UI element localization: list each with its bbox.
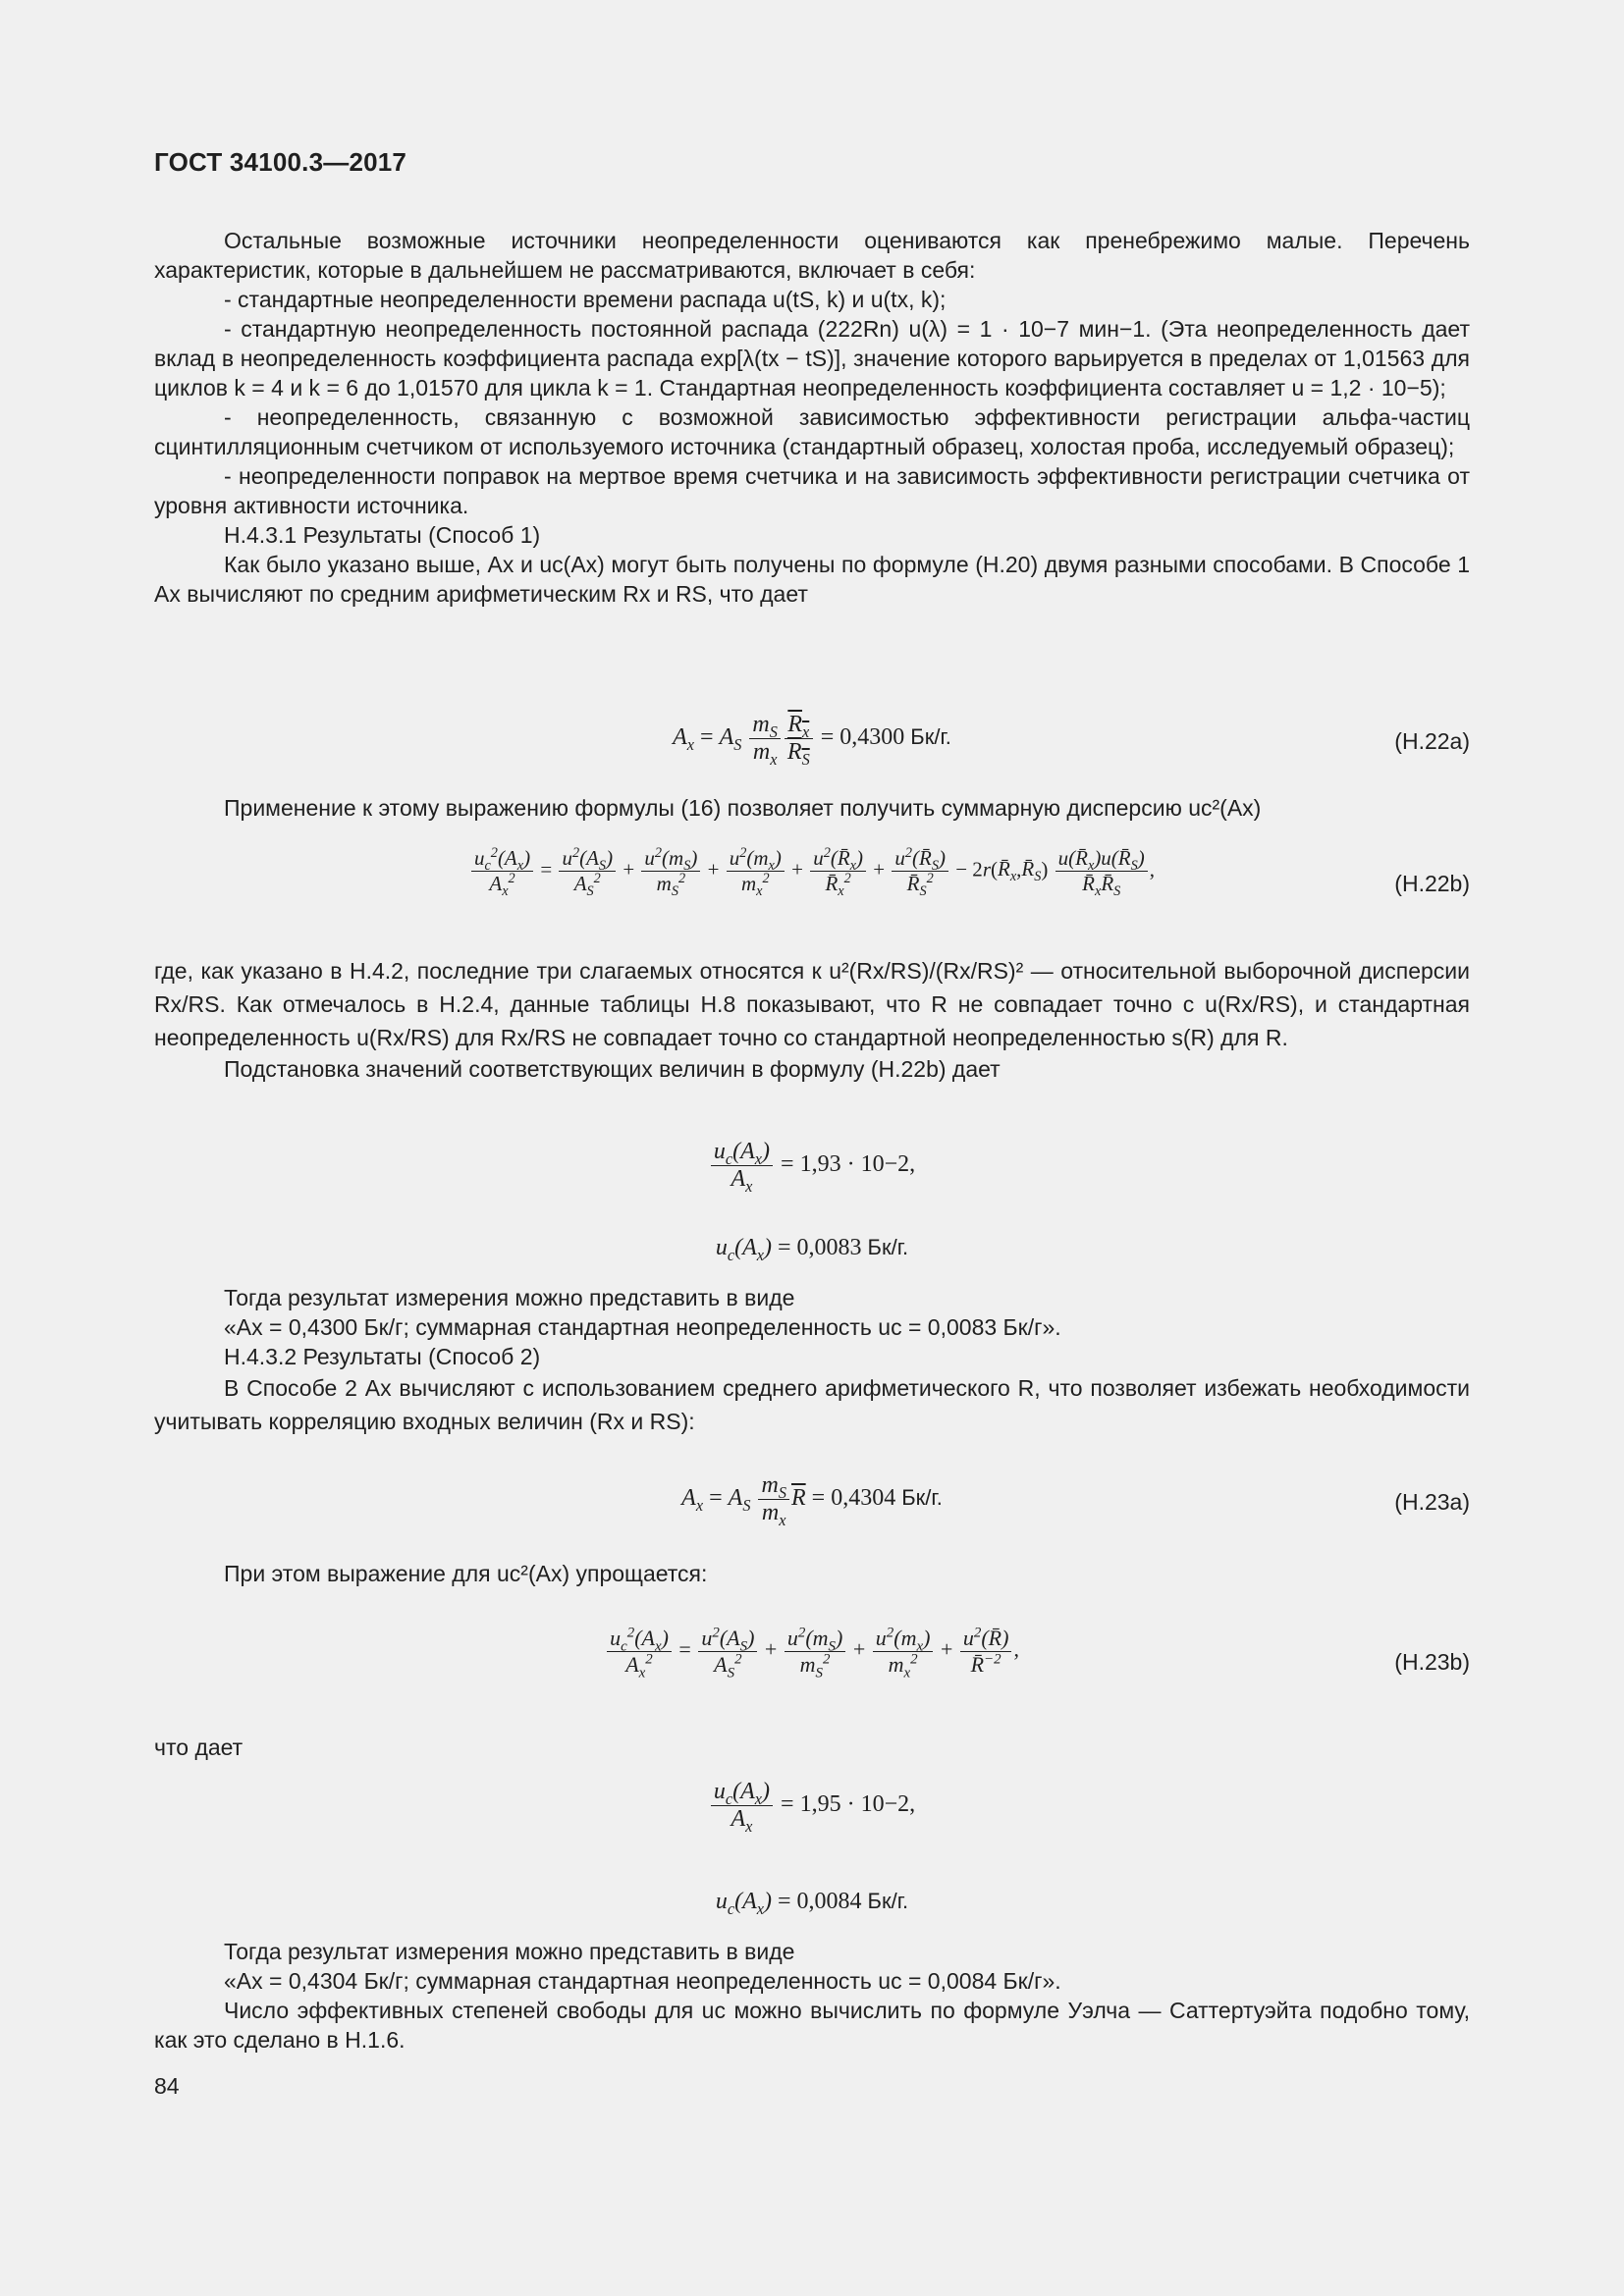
text-block-5 — [154, 1559, 1470, 1588]
equation-value: 0,4300 — [839, 724, 905, 751]
text-block-7 — [154, 1937, 1470, 2055]
equation-value: 0,4304 — [831, 1485, 896, 1512]
text-block-3 — [154, 954, 1470, 1084]
equation-number: (Н.22b) — [1394, 871, 1470, 896]
equation-value: 0,0084 — [796, 1889, 862, 1914]
paragraph: что дает — [154, 1735, 244, 1760]
equation-value: 0,0083 — [796, 1235, 862, 1260]
paragraph: При этом выражение для uc²(Ax) упрощается: — [224, 1561, 708, 1586]
equation-result-ratio-2: $\frac{u_c(A_x)}{A_x}$ = 1,95 · 10−2, — [154, 1779, 1470, 1847]
paragraph: «Ax = 0,4304 Бк/г; суммарная стандартная неопределенность uc = 0,0084 Бк/г». — [224, 1968, 1061, 1994]
paragraph: В Способе 2 Ax вычисляют с использованием среднего арифметического R, что позволяет избежать необходимости учитывать корреляцию входных величин (Rx и RS): — [154, 1375, 1470, 1434]
paragraph: Применение к этому выражению формулы (16) позволяет получить суммарную дисперсию uc²(Ax) — [224, 795, 1262, 821]
equation-h23a: $A_x = A_S$ $\frac{m_S}{m_x}$ $\overline{R} = 0,4304$ Бк/г. (Н.23а) — [681, 1472, 1470, 1529]
paragraph: - неопределенности поправок на мертвое время счетчика и на зависимость эффективности регистрации счетчика от уровня активности источника. — [154, 463, 1470, 518]
equation-result-uc-1: $u_c(A_x) = 0,0083$ Бк/г. — [715, 1235, 909, 1264]
page-number: 84 — [154, 2073, 180, 2099]
paragraph: «Ax = 0,4300 Бк/г; суммарная стандартная неопределенность uc = 0,0083 Бк/г». — [224, 1314, 1061, 1340]
equation-unit: Бк/г. — [901, 1485, 943, 1511]
equation-h23b: $\frac{u_c^2(A_x)}{A_x^2}$ = $\frac{u^2(A_S)}{A_S^2}$ + $\frac{u^2(m_S)}{m_S^2}$ + $\frac{u^2(m_x)}{m_x^2}$ + $\frac{u^2(R̄)}{R̄^{-2}}$ , (Н.23b) — [154, 1626, 1470, 1704]
equation-h22a: $A_x = A_S$ $\frac{m_S}{m_x}$ $\frac{R_x}{R_S}$ = 0,4300 Бк/г. (Н.22а) — [673, 712, 1470, 769]
equation-result-ratio-1: $\frac{u_c(A_x)}{A_x}$ = 1,93 · 10−2, — [154, 1139, 1470, 1207]
equation-value: 1,95 · 10−2, — [799, 1791, 916, 1818]
equation-h22b: $\frac{u_c^2(A_x)}{A_x^2}$ = $\frac{u^2(A_S)}{A_S^2}$ + $\frac{u^2(m_S)}{m_S^2}$ + $\frac{u^2(m_x)}{m_x^2}$ + $\frac{u^2(R̄_x)}{R̄_x^2}$ + $\frac{u^2(R̄_S)}{R̄_S^2}$ − $2r(R̄_x,R̄_S)$ $\frac{u(R̄_x)u(R̄_S)}{R̄_xR̄_S}$ , (Н.22b) — [154, 846, 1470, 936]
equation-number: (Н.23b) — [1394, 1649, 1470, 1675]
document-header: ГОСТ 34100.3—2017 — [154, 147, 407, 177]
paragraph: Тогда результат измерения можно представить в виде — [224, 1285, 795, 1310]
section-heading: Н.4.3.2 Результаты (Способ 2) — [224, 1344, 541, 1369]
equation-value: 1,93 · 10−2, — [799, 1151, 916, 1178]
equation-number: (Н.22а) — [1394, 728, 1470, 754]
paragraph: - стандартную неопределенность постоянной распада (222Rn) u(λ) = 1 · 10−7 мин−1. (Эта неопределенность дает вклад в неопределенность коэффициента распада exp[λ(tx − tS)], значение которого варьируется в пределах от 1,01563 для циклов k = 4 и k = 6 до 1,01570 для цикла k = 1. Стандартная неопределенность коэффициента составляет u = 1,2 · 10−5); — [154, 316, 1470, 400]
paragraph: где, как указано в Н.4.2, последние три слагаемых относятся к u²(Rx/RS)/(Rx/RS)² — относительной выборочной дисперсии Rx/RS. Как отмечалось в Н.2.4, данные таблицы Н.8 показывают, что R не совпадает точно с u(Rx/RS), и стандартная неопределенность u(Rx/RS) для Rx/RS не совпадает точно со стандартной неопределенностью s(R) для R. — [154, 958, 1470, 1050]
paragraph: Число эффективных степеней свободы для uc можно вычислить по формуле Уэлча — Саттертуэйта подобно тому, как это сделано в Н.1.6. — [154, 1998, 1470, 2053]
equation-unit: Бк/г. — [910, 724, 951, 750]
paragraph: Тогда результат измерения можно представить в виде — [224, 1939, 795, 1964]
text-block-1 — [154, 226, 1470, 609]
text-block-4 — [154, 1283, 1470, 1438]
paragraph: - неопределенность, связанную с возможной зависимостью эффективности регистрации альфа-частиц сцинтилляционным счетчиком от используемого источника (стандартный образец, холостая проба, исследуемый образец); — [154, 404, 1470, 459]
equation-unit: Бк/г. — [867, 1889, 909, 1913]
text-block-6 — [154, 1733, 1470, 1762]
text-block-2 — [154, 793, 1470, 823]
paragraph: Как было указано выше, Ax и uc(Ax) могут быть получены по формуле (Н.20) двумя разными способами. В Способе 1 Ax вычисляют по средним арифметическим Rx и RS, что дает — [154, 552, 1470, 607]
section-heading: Н.4.3.1 Результаты (Способ 1) — [224, 522, 541, 548]
paragraph: Остальные возможные источники неопределенности оцениваются как пренебрежимо малые. Перечень характеристик, которые в дальнейшем не рассматриваются, включает в себя: — [154, 228, 1470, 283]
paragraph: - стандартные неопределенности времени распада u(tS, k) и u(tx, k); — [224, 287, 947, 312]
paragraph: Подстановка значений соответствующих величин в формулу (Н.22b) дает — [224, 1056, 1001, 1082]
equation-result-uc-2: $u_c(A_x) = 0,0084$ Бк/г. — [715, 1889, 909, 1918]
equation-unit: Бк/г. — [867, 1235, 909, 1259]
equation-number: (Н.23а) — [1394, 1489, 1470, 1515]
